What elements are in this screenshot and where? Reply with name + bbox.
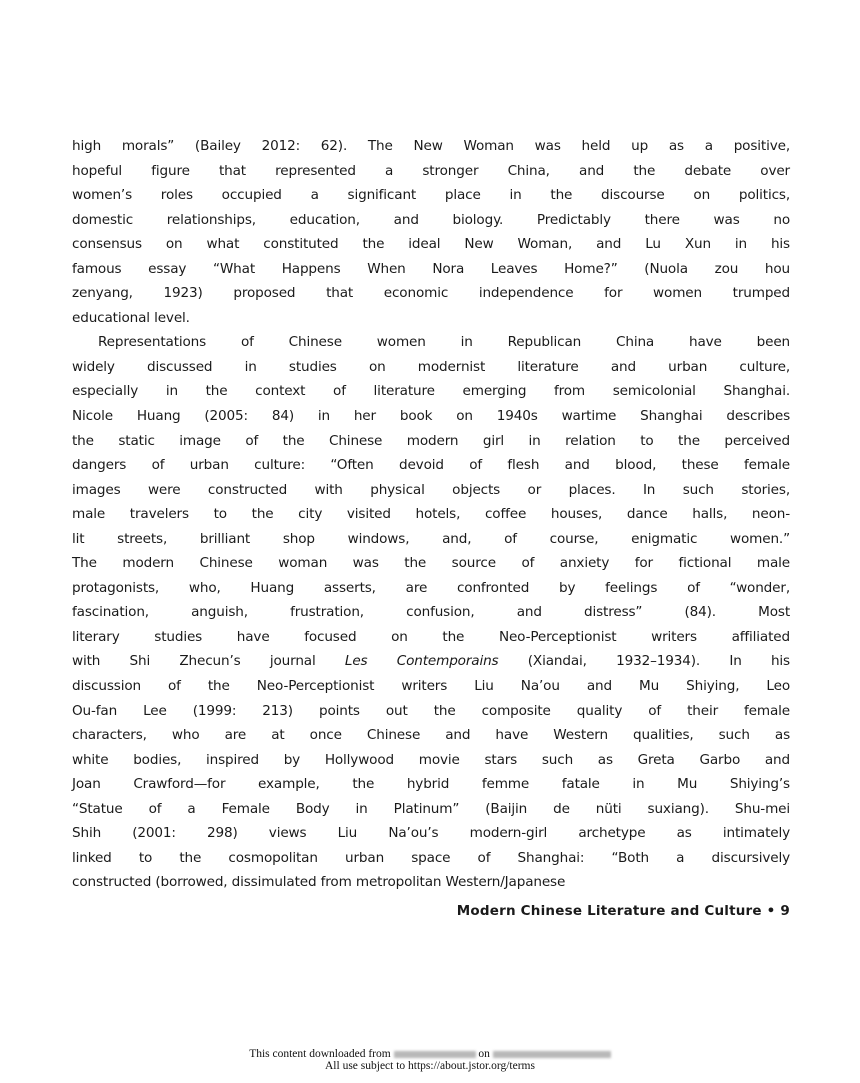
- text-line: with Shi Zhecun’s journal Les Contemporains (Xiandai, 1932–1934). In his: [72, 653, 790, 670]
- journal-title: Les Contemporains: [344, 653, 499, 670]
- text-line: the static image of the Chinese modern girl in relation to the perceived: [72, 432, 790, 449]
- text-line: educational level.: [72, 309, 190, 326]
- download-line: This content downloaded from on: [0, 1048, 860, 1060]
- text-line: consensus on what constituted the ideal New Woman, and Lu Xun in his: [72, 236, 790, 253]
- text-line: especially in the context of literature emerging from semicolonial Shanghai.: [72, 383, 790, 400]
- text-line: white bodies, inspired by Hollywood movie stars such as Greta Garbo and: [72, 751, 790, 768]
- text-line: characters, who are at once Chinese and have Western qualities, such as: [72, 727, 790, 744]
- text-line: Shih (2001: 298) views Liu Na’ou’s modern-girl archetype as intimately: [72, 825, 790, 842]
- text-line: famous essay “What Happens When Nora Leaves Home?” (Nuola zou hou: [72, 260, 790, 277]
- text-line: discussion of the Neo-Perceptionist writers Liu Na’ou and Mu Shiying, Leo: [72, 678, 790, 695]
- download-notice: [0, 1048, 860, 1072]
- text-line: domestic relationships, education, and biology. Predictably there was no: [72, 211, 790, 228]
- text-line: constructed (borrowed, dissimulated from metropolitan Western/Japanese: [72, 874, 566, 891]
- text-line: women’s roles occupied a significant place in the discourse on politics,: [72, 187, 790, 204]
- text-line: dangers of urban culture: “Often devoid of flesh and blood, these female: [72, 457, 790, 474]
- text-line: zenyang, 1923) proposed that economic independence for women trumped: [72, 285, 790, 302]
- redacted-ip: [394, 1051, 476, 1058]
- running-footer: Modern Chinese Literature and Culture • 9: [456, 903, 790, 919]
- text-line: hopeful figure that represented a stronger China, and the debate over: [72, 162, 790, 179]
- text-line: linked to the cosmopolitan urban space of Shanghai: “Both a discursively: [72, 849, 790, 866]
- text-line: fascination, anguish, frustration, confusion, and distress” (84). Most: [72, 604, 790, 621]
- text-line: lit streets, brilliant shop windows, and, of course, enigmatic women.”: [72, 530, 790, 547]
- body-text: [72, 134, 790, 895]
- text-line: Nicole Huang (2005: 84) in her book on 1940s wartime Shanghai describes: [72, 408, 790, 425]
- terms-line: All use subject to https://about.jstor.org/terms: [325, 1060, 535, 1072]
- text-line: The modern Chinese woman was the source of anxiety for fictional male: [72, 555, 790, 572]
- text-line: widely discussed in studies on modernist literature and urban culture,: [72, 358, 790, 375]
- text-line: protagonists, who, Huang asserts, are confronted by feelings of “wonder,: [72, 579, 790, 596]
- text-line: Joan Crawford—for example, the hybrid femme fatale in Mu Shiying’s: [72, 776, 790, 793]
- text-line: high morals” (Bailey 2012: 62). The New Woman was held up as a positive,: [72, 138, 790, 154]
- text-line: literary studies have focused on the Neo-Perceptionist writers affiliated: [72, 628, 790, 645]
- redacted-timestamp: [493, 1051, 611, 1058]
- text-line: images were constructed with physical objects or places. In such stories,: [72, 481, 790, 498]
- text-line: male travelers to the city visited hotels, coffee houses, dance halls, neon-: [72, 506, 790, 523]
- text-line: “Statue of a Female Body in Platinum” (Baijin de nüti suxiang). Shu-mei: [72, 800, 790, 817]
- text-line: Representations of Chinese women in Republican China have been: [98, 334, 790, 351]
- text-line: Ou-fan Lee (1999: 213) points out the composite quality of their female: [72, 702, 790, 719]
